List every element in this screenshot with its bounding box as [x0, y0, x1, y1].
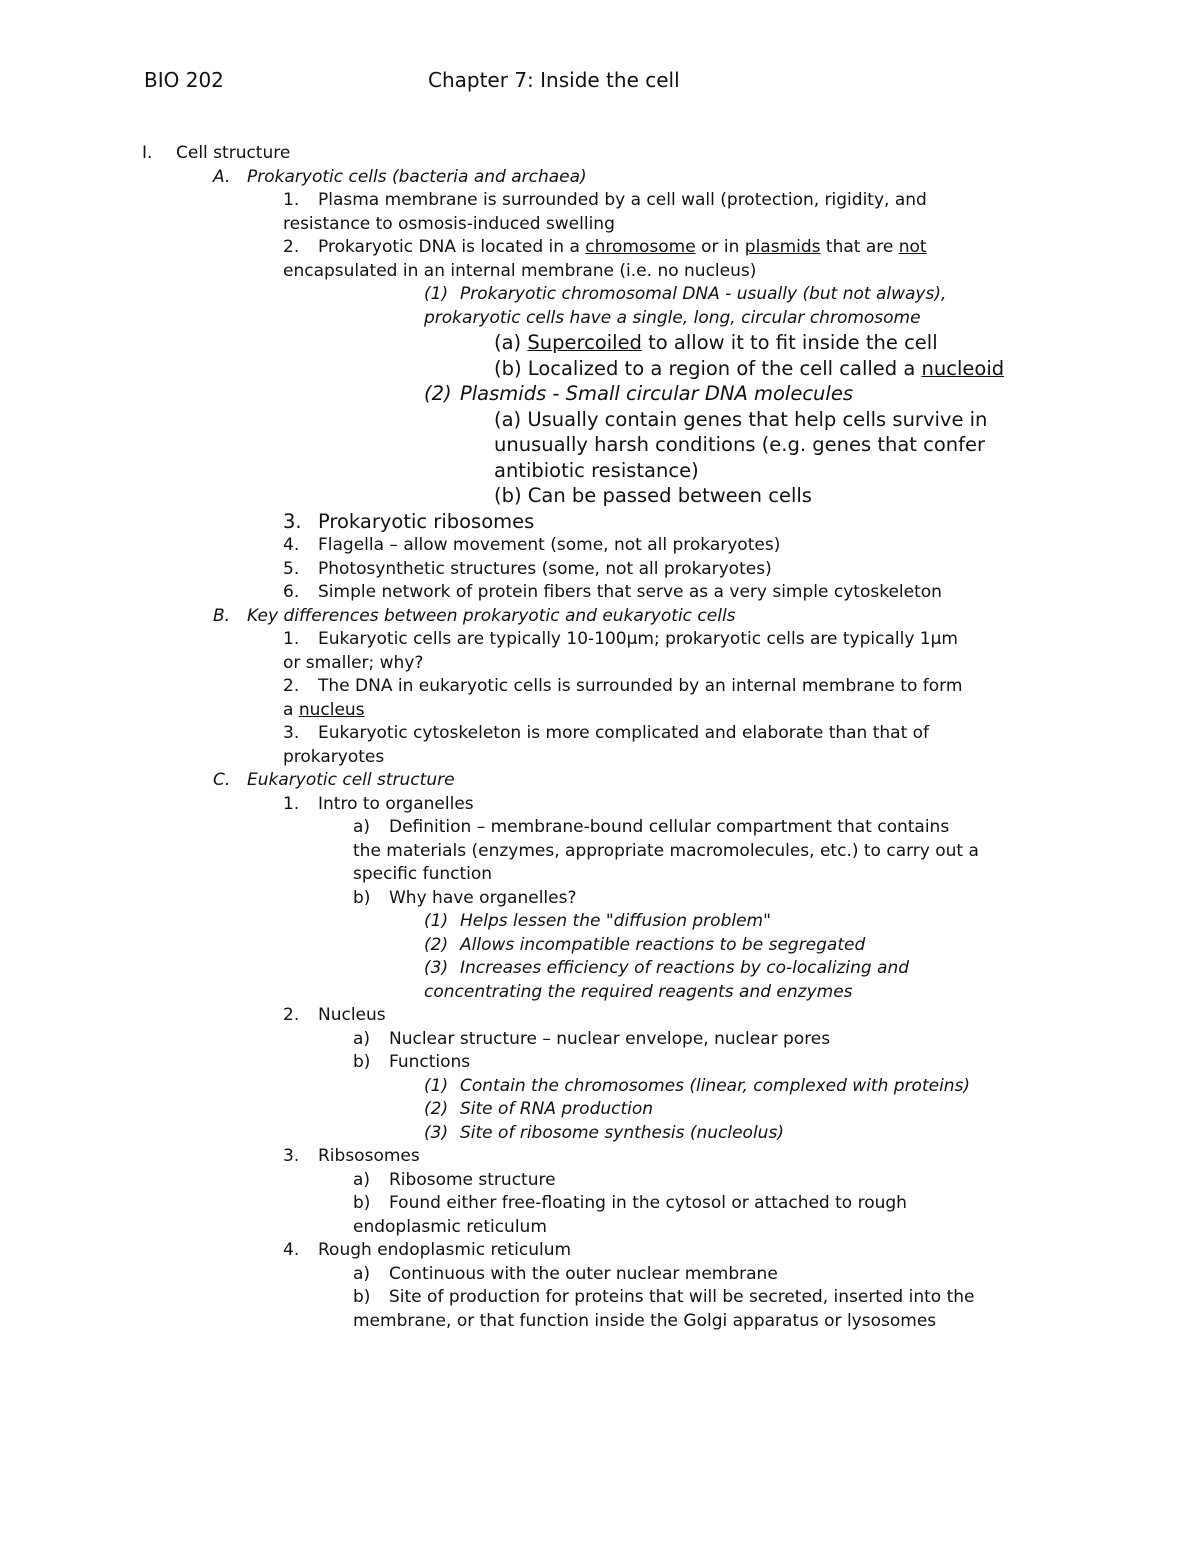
subitem-text: Continuous with the outer nuclear membrane [389, 1263, 778, 1284]
item-marker: 3. [283, 1146, 300, 1166]
list-subitem-continuation [0, 840, 1200, 864]
list-subitem [0, 1028, 1200, 1052]
item-text: resistance to osmosis-induced swelling [283, 213, 615, 234]
subitem-marker: b) [353, 1287, 371, 1307]
subitem-marker: a) [353, 817, 371, 837]
list-subitem [0, 283, 1200, 307]
detail-text: Contain the chromosomes (linear, complexed with proteins) [460, 1075, 971, 1096]
item-text: or smaller; why? [283, 652, 424, 673]
list-detail [0, 1098, 1200, 1122]
list-item [0, 1145, 1200, 1169]
list-item [0, 1239, 1200, 1263]
item-marker: 1. [283, 793, 300, 814]
item-marker: 3. [283, 509, 302, 533]
list-item-continuation [0, 746, 1200, 770]
subitem-text: Nuclear structure – nuclear envelope, nuclear pores [389, 1028, 831, 1049]
text-run: (b) Localized to a region of the cell called a [494, 356, 922, 380]
text-run: (a) [494, 331, 528, 354]
subitem-text: endoplasmic reticulum [353, 1216, 547, 1237]
list-item [0, 534, 1200, 558]
item-text: The DNA in eukaryotic cells is surrounded by an internal membrane to form [318, 676, 963, 696]
subitem-marker: b) [353, 1052, 371, 1072]
item-marker: 5. [283, 558, 300, 579]
list-item [0, 793, 1200, 817]
subitem-marker: b) [353, 887, 371, 908]
subitem-text: specific function [353, 864, 493, 884]
list-detail [0, 910, 1200, 934]
list-item-continuation [0, 213, 1200, 237]
subitem-text: Why have organelles? [389, 887, 577, 908]
item-text: Eukaryotic cells are typically 10-100μm; prokaryotic cells are typically 1μm [318, 629, 958, 649]
detail-text: (a) Usually contain genes that help cells survive in [494, 407, 988, 431]
item-marker: 2. [283, 676, 300, 696]
subsection-title: Eukaryotic cell structure [247, 770, 455, 790]
item-text: Flagella – allow movement (some, not all prokaryotes) [318, 535, 781, 555]
item-text: Nucleus [318, 1005, 386, 1025]
course-code: BIO 202 [144, 68, 224, 92]
item-marker: 2. [283, 237, 300, 257]
list-subitem [0, 381, 1200, 407]
list-detail [0, 356, 1200, 382]
detail-text [494, 356, 1004, 382]
item-marker: 1. [283, 629, 300, 649]
subsection-title: Prokaryotic cells (bacteria and archaea) [247, 166, 587, 187]
item-marker: 6. [283, 582, 300, 602]
list-item [0, 675, 1200, 699]
detail-text: Allows incompatible reactions to be segregated [460, 934, 866, 955]
subitem-marker: a) [353, 1169, 371, 1190]
subitem-marker: a) [353, 1028, 371, 1049]
subsection-b [0, 605, 1200, 629]
list-subitem [0, 887, 1200, 911]
item-text: Plasma membrane is surrounded by a cell wall (protection, rigidity, and [318, 190, 927, 210]
subsection-marker: B. [213, 605, 231, 626]
underlined-term: nucleoid [921, 356, 1005, 380]
list-item [0, 558, 1200, 582]
list-item [0, 189, 1200, 213]
list-detail-continuation [0, 981, 1200, 1005]
item-text: Photosynthetic structures (some, not all prokaryotes) [318, 558, 772, 579]
list-detail [0, 483, 1200, 509]
item-text: Simple network of protein fibers that serve as a very simple cytoskeleton [318, 582, 942, 602]
subitem-text: Found either free-floating in the cytosol or attached to rough [389, 1193, 907, 1213]
list-item [0, 236, 1200, 260]
subitem-text: membrane, or that function inside the Golgi apparatus or lysosomes [353, 1310, 937, 1331]
section-title: Cell structure [176, 143, 291, 163]
item-text: Ribsosomes [318, 1146, 420, 1166]
list-subitem [0, 1263, 1200, 1287]
item-text [283, 699, 365, 723]
item-text [318, 236, 927, 260]
list-subitem [0, 816, 1200, 840]
list-subitem-continuation [0, 1216, 1200, 1240]
list-subitem-continuation [0, 863, 1200, 887]
detail-text: (b) Can be passed between cells [494, 484, 812, 507]
detail-marker: (1) [424, 1075, 449, 1096]
list-subitem-continuation [0, 307, 1200, 331]
underlined-term: nucleus [298, 699, 365, 720]
underlined-term: chromosome [585, 237, 696, 257]
item-marker: 3. [283, 723, 300, 743]
list-detail-continuation [0, 432, 1200, 458]
item-marker: 4. [283, 1240, 300, 1260]
subitem-text: Site of production for proteins that will be secreted, inserted into the [389, 1287, 975, 1307]
list-item [0, 722, 1200, 746]
list-detail [0, 330, 1200, 356]
subitem-marker: (1) [424, 284, 449, 304]
underlined-term: not [898, 237, 927, 257]
subsection-a [0, 166, 1200, 190]
list-detail [0, 934, 1200, 958]
detail-text: antibiotic resistance) [494, 458, 699, 482]
detail-text [494, 330, 938, 356]
list-detail [0, 957, 1200, 981]
subitem-text: Definition – membrane-bound cellular compartment that contains [389, 817, 950, 837]
list-item [0, 509, 1200, 535]
section-i [0, 142, 1200, 166]
chapter-title: Chapter 7: Inside the cell [428, 68, 680, 92]
list-detail [0, 1075, 1200, 1099]
list-item [0, 1004, 1200, 1028]
detail-text: Helps lessen the "diffusion problem" [460, 911, 771, 931]
detail-marker: (3) [424, 958, 449, 978]
subitem-text: the materials (enzymes, appropriate macromolecules, etc.) to carry out a [353, 840, 979, 861]
item-text: Eukaryotic cytoskeleton is more complicated and elaborate than that of [318, 723, 930, 743]
detail-marker: (2) [424, 934, 449, 955]
detail-text: unusually harsh conditions (e.g. genes that confer [494, 433, 986, 456]
list-subitem [0, 1169, 1200, 1193]
text-run: Prokaryotic DNA is located in a [318, 237, 586, 257]
subitem-text: Functions [389, 1052, 471, 1072]
list-subitem [0, 1286, 1200, 1310]
list-subitem-continuation [0, 1310, 1200, 1334]
subitem-text: Plasmids - Small circular DNA molecules [460, 382, 853, 405]
text-run: to allow it to fit inside the cell [641, 331, 938, 354]
list-subitem [0, 1192, 1200, 1216]
subitem-marker: b) [353, 1193, 371, 1213]
detail-text: Increases efficiency of reactions by co-localizing and [460, 958, 910, 978]
text-run: that are [820, 237, 899, 257]
outline [0, 142, 1200, 1333]
subsection-c [0, 769, 1200, 793]
item-text: prokaryotes [283, 746, 385, 767]
list-item [0, 581, 1200, 605]
subitem-text: Prokaryotic chromosomal DNA - usually (but not always), [460, 284, 947, 304]
list-item-continuation [0, 699, 1200, 723]
subsection-marker: C. [213, 770, 231, 790]
item-text: Prokaryotic ribosomes [318, 509, 535, 533]
item-marker: 2. [283, 1005, 300, 1025]
list-item-continuation [0, 260, 1200, 284]
subitem-text: Ribosome structure [389, 1169, 556, 1190]
list-subitem [0, 1051, 1200, 1075]
page-header [144, 68, 1056, 98]
item-text: Intro to organelles [318, 793, 474, 814]
list-detail-continuation [0, 458, 1200, 484]
underlined-term: plasmids [744, 237, 821, 257]
section-marker: I. [142, 143, 153, 163]
item-text: encapsulated in an internal membrane (i.e. no nucleus) [283, 260, 757, 281]
detail-marker: (1) [424, 911, 449, 931]
subsection-title: Key differences between prokaryotic and eukaryotic cells [247, 605, 736, 626]
subitem-marker: a) [353, 1263, 371, 1284]
text-run: or in [695, 237, 745, 257]
item-text: Rough endoplasmic reticulum [318, 1240, 572, 1260]
list-item-continuation [0, 652, 1200, 676]
detail-marker: (3) [424, 1122, 449, 1143]
subsection-marker: A. [213, 166, 231, 187]
item-marker: 1. [283, 190, 300, 210]
subitem-text: prokaryotic cells have a single, long, circular chromosome [424, 307, 921, 328]
item-marker: 4. [283, 535, 300, 555]
underlined-term: Supercoiled [527, 331, 642, 354]
detail-text: Site of RNA production [460, 1099, 654, 1119]
detail-text: concentrating the required reagents and enzymes [424, 981, 853, 1002]
detail-marker: (2) [424, 1099, 449, 1119]
subitem-marker: (2) [424, 382, 452, 405]
detail-text: Site of ribosome synthesis (nucleolus) [460, 1122, 784, 1143]
text-run: a [283, 699, 299, 720]
list-detail [0, 1122, 1200, 1146]
list-item [0, 628, 1200, 652]
list-detail [0, 407, 1200, 433]
